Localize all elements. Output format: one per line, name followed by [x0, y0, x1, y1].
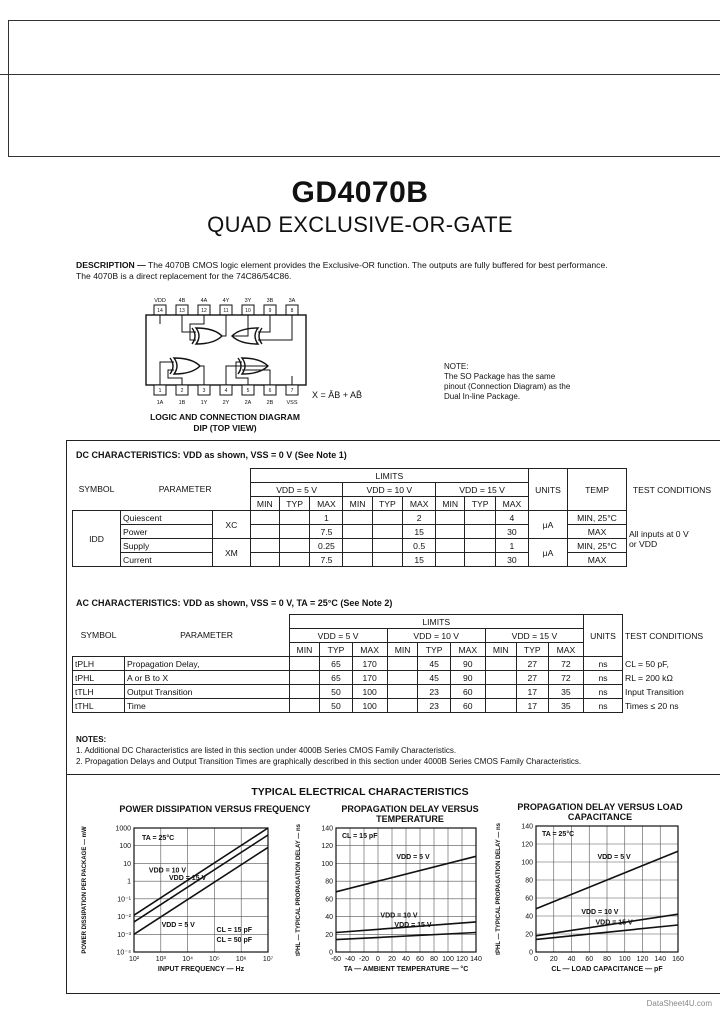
- table-row: [73, 671, 718, 685]
- ac-cell: 100: [352, 685, 387, 699]
- chart-delay-temperature: [292, 822, 498, 978]
- ac-symbol: tTHL: [73, 699, 125, 713]
- table-row: [73, 553, 718, 567]
- pin-num-12: 12: [201, 308, 207, 314]
- ac-cell: 27: [516, 657, 548, 671]
- ac-cond: RL = 200 kΩ: [625, 672, 673, 683]
- pin-num-6: 6: [268, 388, 272, 394]
- dc-conditions: [627, 511, 718, 567]
- y-tick-label: 10: [123, 860, 131, 868]
- pin-label-1y: 1Y: [200, 400, 208, 406]
- ac-cell: 35: [548, 685, 583, 699]
- chart-2-title: PROPAGATION DELAY VERSUS TEMPERATURE: [341, 804, 479, 824]
- x-tick-label: 120: [456, 956, 468, 963]
- ac-cell: 17: [516, 685, 548, 699]
- y-tick-label: 120: [521, 841, 533, 849]
- chart-annotation: CL = 15 pF: [216, 927, 252, 934]
- dc-h-vdd5: VDD = 5 V: [250, 483, 343, 497]
- pin-num-2: 2: [180, 388, 184, 394]
- ac-h-min10: MIN: [387, 643, 418, 657]
- x-tick-label: -40: [344, 956, 356, 963]
- ac-units: ns: [584, 657, 623, 671]
- dc-temp: MAX: [568, 553, 627, 567]
- y-tick-label: 140: [321, 825, 333, 833]
- x-tick-label: 10⁷: [262, 956, 274, 963]
- y-tick-label: 20: [325, 931, 333, 939]
- ac-parameter: Output Transition: [125, 685, 290, 699]
- x-tick-label: 10³: [155, 956, 166, 963]
- top-pin-labels: [154, 298, 296, 304]
- x-tick-label: 60: [416, 956, 424, 963]
- y-tick-label: 100: [321, 860, 333, 868]
- dc-units: μA: [529, 511, 568, 539]
- pin-label-1b: 1B: [178, 400, 186, 406]
- ac-cell: 170: [352, 671, 387, 685]
- ac-cond: Times ≤ 20 ns: [625, 700, 679, 711]
- header-rule-bottom: [8, 156, 720, 157]
- ac-cell: 45: [418, 671, 450, 685]
- ac-cell: 90: [450, 657, 485, 671]
- y-tick-label: 80: [325, 878, 333, 886]
- ac-units: ns: [584, 685, 623, 699]
- ac-cell: 65: [320, 671, 352, 685]
- description-line2: The 4070B is a direct replacement for the 74C86/54C86.: [76, 271, 292, 281]
- pin-num-14: 14: [157, 308, 163, 314]
- note-2: 2. Propagation Delays and Output Transition Times are graphically described in this section under 4000B Series CMOS Family Characteristics.: [76, 757, 582, 766]
- series-line: [134, 847, 268, 934]
- dc-h-vdd15: VDD = 15 V: [436, 483, 529, 497]
- ac-cond: Input Transition: [625, 686, 684, 697]
- y-tick-label: 100: [119, 843, 131, 851]
- x-tick-label: 80: [430, 956, 438, 963]
- x-tick-label: 10⁶: [235, 956, 247, 963]
- pin-label-vss: VSS: [286, 400, 298, 406]
- y-tick-label: 10⁻²: [117, 914, 131, 922]
- y-axis-label: tPHL — TYPICAL PROPAGATION DELAY — ns: [296, 824, 302, 956]
- notes: [76, 734, 706, 767]
- dc-temp: MIN, 25°C: [568, 539, 627, 553]
- dc-table: [72, 468, 717, 567]
- ac-cell: 50: [320, 699, 352, 713]
- ac-cell: 27: [516, 671, 548, 685]
- dc-h-typ5: TYP: [279, 497, 309, 511]
- note-line3: Dual In-line Package.: [444, 392, 521, 401]
- bottom-pin-labels: [157, 400, 298, 406]
- x-tick-label: 100: [442, 956, 454, 963]
- dc-cell: 7.5: [310, 525, 343, 539]
- pin-label-2b: 2B: [266, 400, 274, 406]
- dc-cell: 1: [310, 511, 343, 525]
- dc-h-typ15: TYP: [465, 497, 495, 511]
- y-tick-label: 60: [525, 895, 533, 903]
- y-tick-label: 60: [325, 896, 333, 904]
- xor-gates: [170, 328, 268, 374]
- ac-h-limits: LIMITS: [289, 615, 584, 629]
- ac-h-vdd10: VDD = 10 V: [387, 629, 485, 643]
- pin-label-2a: 2A: [244, 400, 252, 406]
- dc-h-limits: LIMITS: [250, 469, 528, 483]
- x-tick-label: 10⁴: [182, 956, 193, 963]
- dc-h-vdd10: VDD = 10 V: [343, 483, 436, 497]
- package-note: [444, 362, 614, 402]
- y-tick-label: 1: [127, 878, 131, 886]
- ac-cell: 45: [418, 657, 450, 671]
- pin-num-9: 9: [268, 308, 272, 314]
- dc-cell: 30: [495, 553, 528, 567]
- ac-cell: 65: [320, 657, 352, 671]
- x-tick-label: 0: [376, 956, 380, 963]
- x-tick-label: -20: [358, 956, 370, 963]
- ac-h-max15: MAX: [548, 643, 583, 657]
- ac-table: [72, 614, 717, 713]
- ac-h-max5: MAX: [352, 643, 387, 657]
- y-tick-label: 140: [521, 823, 533, 831]
- dc-h-typ10: TYP: [372, 497, 402, 511]
- table-row: [73, 699, 718, 713]
- x-axis-label: TA — AMBIENT TEMPERATURE — °C: [343, 966, 469, 973]
- ac-h-typ10: TYP: [418, 643, 450, 657]
- pin-label-4b: 4B: [178, 298, 186, 304]
- y-tick-label: 40: [525, 913, 533, 921]
- page-subtitle: QUAD EXCLUSIVE-OR-GATE: [207, 212, 513, 237]
- x-tick-label: 120: [636, 956, 649, 963]
- ac-h-min15: MIN: [485, 643, 516, 657]
- ac-h-vdd5: VDD = 5 V: [289, 629, 387, 643]
- chart-delay-capacitance: [492, 822, 698, 978]
- ac-parameter: A or B to X: [125, 671, 290, 685]
- series-label: VDD = 5 V: [597, 853, 631, 861]
- dc-cell: 2: [403, 511, 436, 525]
- pin-num-4: 4: [224, 388, 228, 394]
- ac-cell: 50: [320, 685, 352, 699]
- pin-label-1a: 1A: [156, 400, 164, 406]
- chart-1-title: POWER DISSIPATION VERSUS FREQUENCY: [119, 804, 311, 814]
- pin-num-10: 10: [245, 308, 251, 314]
- dc-h-min10: MIN: [343, 497, 372, 511]
- pin-label-vdd: VDD: [154, 298, 166, 304]
- ac-symbol: tPHL: [73, 671, 125, 685]
- ac-units: ns: [584, 671, 623, 685]
- dc-h-conditions: TEST CONDITIONS: [632, 484, 712, 495]
- dc-cond-line1: All inputs at 0 V: [629, 528, 689, 539]
- table-row: [73, 525, 718, 539]
- ac-cell: 72: [548, 671, 583, 685]
- x-tick-label: 140: [654, 956, 667, 963]
- dc-h-max5: MAX: [310, 497, 343, 511]
- ac-cell: 90: [450, 671, 485, 685]
- pin-num-1: 1: [158, 388, 162, 394]
- pin-num-13: 13: [179, 308, 185, 314]
- ac-cell: 23: [418, 699, 450, 713]
- y-tick-label: 0: [529, 949, 533, 957]
- chart-annotation: CL = 15 pF: [342, 833, 378, 840]
- footer-watermark: DataSheet4U.com: [646, 999, 712, 1008]
- dc-symbol: IDD: [73, 511, 121, 567]
- ac-symbol: tTLH: [73, 685, 125, 699]
- series-label: VDD = 5 V: [161, 922, 195, 930]
- notes-divider: [66, 774, 720, 775]
- pin-label-3b: 3B: [266, 298, 274, 304]
- ac-h-vdd15: VDD = 15 V: [485, 629, 583, 643]
- y-tick-label: 80: [525, 877, 533, 885]
- x-tick-label: 20: [549, 956, 558, 963]
- diagram-caption-line2: DIP (TOP VIEW): [193, 423, 257, 433]
- description-line1: The 4070B CMOS logic element provides the Exclusive-OR function. The outputs are fully buffered for best performance.: [145, 260, 608, 270]
- chart-3-title: PROPAGATION DELAY VERSUS LOAD CAPACITANCE: [517, 802, 683, 822]
- pin-label-4a: 4A: [200, 298, 208, 304]
- x-tick-label: 10⁵: [209, 956, 220, 963]
- pin-label-2y: 2Y: [222, 400, 230, 406]
- ac-cell: 100: [352, 699, 387, 713]
- dc-units: μA: [529, 539, 568, 567]
- header-rule-mid: [0, 74, 720, 75]
- description-label: DESCRIPTION —: [76, 260, 146, 270]
- dc-param-line: Supply: [121, 539, 213, 553]
- dc-h-max15: MAX: [495, 497, 528, 511]
- note-line2: pinout (Connection Diagram) as the: [444, 382, 571, 391]
- note-1: 1. Additional DC Characteristics are listed in this section under 4000B Series CMOS Family Characteristics.: [76, 746, 457, 755]
- chart-annotation: CL = 50 pF: [216, 937, 252, 944]
- series-label: VDD = 15 V: [595, 919, 633, 927]
- wires: [160, 315, 292, 385]
- logic-equation: X = ĀB + AB̄: [312, 390, 363, 400]
- y-tick-label: 120: [321, 843, 333, 851]
- y-tick-label: 10⁻¹: [117, 896, 131, 904]
- dc-cell: 7.5: [310, 553, 343, 567]
- dc-cell: 30: [495, 525, 528, 539]
- x-tick-label: 40: [402, 956, 410, 963]
- page-title: GD4070B: [291, 176, 429, 209]
- table-row: [73, 511, 718, 525]
- dc-h-units: UNITS: [529, 469, 568, 511]
- y-tick-label: 20: [525, 931, 533, 939]
- ac-units: ns: [584, 699, 623, 713]
- dc-sub-xc: XC: [213, 511, 251, 539]
- ac-parameter: Propagation Delay,: [125, 657, 290, 671]
- dc-h-min15: MIN: [436, 497, 465, 511]
- ac-cond: CL = 50 pF,: [625, 658, 669, 669]
- pin-label-3y: 3Y: [244, 298, 252, 304]
- diagram-caption-line1: LOGIC AND CONNECTION DIAGRAM: [150, 412, 300, 422]
- dc-h-min5: MIN: [250, 497, 279, 511]
- dc-h-max10: MAX: [403, 497, 436, 511]
- dc-sub-xm: XM: [213, 539, 251, 567]
- x-tick-label: 140: [470, 956, 482, 963]
- dc-h-symbol: SYMBOL: [78, 484, 115, 495]
- ac-h-units: UNITS: [584, 615, 623, 657]
- ac-h-max10: MAX: [450, 643, 485, 657]
- ac-cell: 17: [516, 699, 548, 713]
- x-axis-label: INPUT FREQUENCY — Hz: [157, 966, 245, 973]
- dc-title: DC CHARACTERISTICS: VDD as shown, VSS = 0 V (See Note 1): [76, 450, 347, 460]
- ac-h-min5: MIN: [289, 643, 320, 657]
- x-tick-label: -60: [330, 956, 342, 963]
- ac-title: AC CHARACTERISTICS: VDD as shown, VSS = 0 V, TA = 25°C (See Note 2): [76, 598, 393, 608]
- pin-label-4y: 4Y: [222, 298, 230, 304]
- x-tick-label: 80: [603, 956, 611, 963]
- ac-h-conditions: TEST CONDITIONS: [625, 630, 704, 641]
- table-row: [73, 657, 718, 671]
- series-label: VDD = 5 V: [396, 854, 430, 861]
- pin-num-8: 8: [290, 308, 294, 314]
- pin-num-11: 11: [223, 308, 229, 314]
- chart-annotation: TA = 25°C: [142, 835, 175, 842]
- x-tick-label: 40: [567, 956, 576, 963]
- pin-num-7: 7: [290, 388, 294, 394]
- y-tick-label: 10⁻³: [117, 931, 131, 939]
- x-tick-label: 20: [388, 956, 396, 963]
- ac-cell: 35: [548, 699, 583, 713]
- series-label: VDD = 10 V: [380, 912, 418, 920]
- table-row: [73, 539, 718, 553]
- series-label: VDD = 10 V: [148, 867, 187, 875]
- y-tick-label: 1000: [115, 825, 131, 833]
- ac-cell: 23: [418, 685, 450, 699]
- ac-h-parameter: PARAMETER: [180, 630, 233, 641]
- dc-cond-line2: or VDD: [629, 538, 658, 549]
- y-axis-label: POWER DISSIPATION PER PACKAGE — mW: [82, 826, 88, 954]
- dc-param-line: Current: [121, 553, 213, 567]
- y-tick-label: 100: [521, 859, 533, 867]
- ac-cell: 60: [450, 699, 485, 713]
- x-tick-label: 60: [585, 956, 594, 963]
- chart-power-dissipation: [76, 822, 286, 978]
- x-tick-label: 160: [672, 956, 684, 963]
- dc-h-parameter: PARAMETER: [158, 484, 212, 495]
- diagram-caption: [140, 412, 310, 434]
- ac-h-typ15: TYP: [516, 643, 548, 657]
- pin-label-3a: 3A: [288, 298, 296, 304]
- dc-param-line: Quiescent: [121, 511, 213, 525]
- y-axis-label: tPHL — TYPICAL PROPAGATION DELAY — ns: [496, 823, 502, 955]
- header-rule-top: [8, 20, 720, 21]
- ac-h-typ5: TYP: [320, 643, 352, 657]
- typical-title: TYPICAL ELECTRICAL CHARACTERISTICS: [251, 786, 469, 798]
- table-row: [73, 685, 718, 699]
- dc-temp: MIN, 25°C: [568, 511, 627, 525]
- connection-diagram: [140, 294, 310, 410]
- note-label: NOTE:: [444, 362, 469, 371]
- dc-cell: 0.25: [310, 539, 343, 553]
- dc-h-temp: TEMP: [568, 469, 627, 511]
- dc-cell: 15: [403, 525, 436, 539]
- ac-symbol: tPLH: [73, 657, 125, 671]
- x-tick-label: 10²: [128, 956, 140, 963]
- dc-cell: 4: [495, 511, 528, 525]
- ac-parameter: Time: [125, 699, 290, 713]
- series-label: VDD = 10 V: [581, 909, 619, 917]
- series-label: VDD = 15 V: [169, 875, 207, 883]
- pin-num-5: 5: [246, 388, 250, 394]
- dc-cell: 0.5: [403, 539, 436, 553]
- x-axis-label: CL — LOAD CAPACITANCE — pF: [551, 966, 663, 973]
- ac-cell: 60: [450, 685, 485, 699]
- pin-num-3: 3: [202, 388, 206, 394]
- series-line: [134, 835, 268, 922]
- ac-h-symbol: SYMBOL: [80, 630, 117, 641]
- header-rule-left: [8, 20, 9, 156]
- y-tick-label: 0: [329, 949, 333, 957]
- dc-temp: MAX: [568, 525, 627, 539]
- series-label: VDD = 15 V: [394, 922, 432, 930]
- dc-param-line: Power: [121, 525, 213, 539]
- dc-cell: 15: [403, 553, 436, 567]
- note-line1: The SO Package has the same: [444, 372, 556, 381]
- x-tick-label: 100: [618, 956, 631, 963]
- y-tick-label: 40: [325, 914, 333, 922]
- description: [76, 260, 686, 282]
- ac-cell: 72: [548, 657, 583, 671]
- dc-cell: 1: [495, 539, 528, 553]
- notes-label: NOTES:: [76, 735, 107, 744]
- y-tick-label: 10⁻⁴: [116, 949, 131, 957]
- ac-cell: 170: [352, 657, 387, 671]
- chart-annotation: TA = 25°C: [542, 831, 575, 838]
- x-tick-label: 0: [534, 956, 538, 963]
